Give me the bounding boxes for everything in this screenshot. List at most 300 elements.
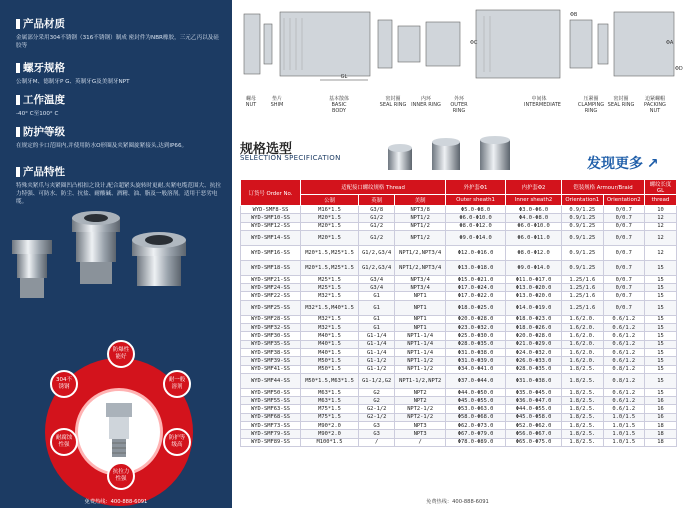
table-cell: 0.6/1.2 [603, 332, 644, 340]
table-cell: 15 [645, 357, 677, 365]
part-d: 密封圈 SEAL RING [379, 96, 407, 108]
header-row [241, 180, 677, 195]
table-cell: M75*1.5 [301, 405, 359, 413]
table-cell: G3/4 [359, 284, 395, 292]
table-cell: Φ24.0-Φ32.0 [506, 348, 562, 356]
table-cell: M20*1.5,M25*1.5 [301, 260, 359, 275]
table-cell: NPT2 [395, 388, 446, 396]
table-row [241, 340, 677, 348]
table-cell: G1 [359, 324, 395, 332]
table-row [241, 245, 677, 260]
table-cell: 1.8/2.5. [562, 373, 603, 388]
page-title: 规格选型 [240, 142, 293, 157]
table-cell: 15 [645, 388, 677, 396]
table-row [241, 388, 677, 396]
table-cell: NPT1-1/4 [395, 348, 446, 356]
table-cell: WYD-SMF10-SS [241, 214, 301, 222]
table-cell: WYD-SMF30-SS [241, 332, 301, 340]
table-cell: M32*1.5 [301, 324, 359, 332]
table-cell: WYD-SMF38-SS [241, 348, 301, 356]
table-cell: 15 [645, 292, 677, 300]
table-cell: Φ34.0-Φ41.0 [446, 365, 506, 373]
table-cell: Φ35.0-Φ45.0 [506, 388, 562, 396]
table-cell: 0.6/1.2 [603, 348, 644, 356]
table-cell: Φ53.0-Φ63.0 [446, 405, 506, 413]
table-cell: M32*1.5,M40*1.5 [301, 300, 359, 315]
table-cell: NPT3/8 [395, 206, 446, 214]
hotline-footer: 免费热线：400-888-6091 [426, 499, 489, 505]
table-cell: NPT1-1/4 [395, 332, 446, 340]
table-cell: Φ45.0-Φ58.0 [506, 413, 562, 421]
table-cell: WYD-SMF18-SS [241, 260, 301, 275]
table-cell: M90*2.0 [301, 422, 359, 430]
part-j: 迫紧螺帽 PACKING NUT [644, 96, 666, 114]
table-cell: NPT1 [395, 315, 446, 323]
table-row [241, 332, 677, 340]
table-cell: Φ9.0-Φ14.0 [506, 260, 562, 275]
section-text: 公制牙M、德制牙P G、英制牙G及美制牙NPT [16, 79, 130, 85]
hotline: 免费热线：400-888-6091 [84, 499, 148, 505]
table-cell: Φ31.0-Φ39.0 [446, 357, 506, 365]
table-cell: 18 [645, 422, 677, 430]
table-cell: WYD-SMF16-SS [241, 245, 301, 260]
table-cell: M25*1.5 [301, 284, 359, 292]
table-cell: Φ65.0-Φ75.0 [506, 438, 562, 446]
table-cell: G3/8 [359, 206, 395, 214]
table-cell: 0.9/1.25 [562, 206, 603, 214]
table-cell: 1.0/1.5 [603, 413, 644, 421]
part-g: 中间体 INTERMEDIATE [524, 96, 561, 108]
section-title: 产品特性 [23, 166, 65, 178]
table-cell: 0.6/1.2 [603, 397, 644, 405]
table-cell: G2 [359, 388, 395, 396]
table-cell: NPT1 [395, 324, 446, 332]
table-cell: Φ56.0-Φ67.0 [506, 430, 562, 438]
table-cell: NPT1/2,NPT3/4 [395, 260, 446, 275]
table-cell: 0.9/1.25 [562, 230, 603, 245]
table-cell: 16 [645, 413, 677, 421]
table-row [241, 422, 677, 430]
table-cell: Φ21.0-Φ29.0 [506, 340, 562, 348]
table-cell: 1.6/2.0. [562, 340, 603, 348]
table-cell: M63*1.5 [301, 388, 359, 396]
table-cell: WYD-SMF32-SS [241, 324, 301, 332]
table-cell: 1.8/2.5. [562, 388, 603, 396]
table-cell: Φ78.0-Φ89.0 [446, 438, 506, 446]
table-cell: Φ44.0-Φ50.0 [446, 388, 506, 396]
table-cell: Φ58.0-Φ68.0 [446, 413, 506, 421]
dim-phi-a: ΦA [666, 40, 674, 46]
table-cell: WYD-SMF39-SS [241, 357, 301, 365]
table-cell: 0/0.7 [603, 222, 644, 230]
col-inner-sub: Inner sheath2 [506, 195, 562, 206]
table-cell: NPT1-1/2 [395, 365, 446, 373]
table-cell: 15 [645, 284, 677, 292]
table-cell: Φ8.0-Φ12.0 [446, 222, 506, 230]
table-cell: 16 [645, 405, 677, 413]
table-cell: 1.0/1.5 [603, 438, 644, 446]
section-title: 防护等级 [23, 126, 65, 138]
table-cell: M40*1.5 [301, 340, 359, 348]
table-cell: G1-1/2,G2 [359, 373, 395, 388]
table-cell: WYD-SMF79-SS [241, 430, 301, 438]
table-cell: Φ18.0-Φ26.0 [506, 324, 562, 332]
feature-tensile-strength: 抗拉力性强 [107, 462, 135, 490]
table-row [241, 373, 677, 388]
table-cell: 0.6/1.2 [603, 388, 644, 396]
table-cell: M50*1.5,M63*1.5 [301, 373, 359, 388]
table-cell: NPT1/2 [395, 230, 446, 245]
table-cell: G1 [359, 315, 395, 323]
table-cell: WYD-SMF44-SS [241, 373, 301, 388]
thread-section [16, 60, 221, 86]
table-cell: NPT1/2,NPT3/4 [395, 245, 446, 260]
col-metric: 公制 [301, 195, 359, 206]
table-cell: Φ3.0-Φ6.0 [506, 206, 562, 214]
table-cell: M25*1.5 [301, 275, 359, 283]
table-cell: WYD-SMF14-SS [241, 230, 301, 245]
fittings-photo [380, 136, 570, 174]
table-cell: Φ20.0-Φ28.0 [446, 315, 506, 323]
table-cell: NPT1-1/2,NPT2 [395, 373, 446, 388]
discover-more-button[interactable]: 发现更多 ↗ [587, 156, 659, 172]
table-cell: 0/0.7 [603, 284, 644, 292]
table-cell: M32*1.5 [301, 292, 359, 300]
table-row [241, 300, 677, 315]
table-cell: 0.9/1.25 [562, 222, 603, 230]
table-row [241, 292, 677, 300]
part-b: 垫片 SHIM [270, 96, 284, 108]
table-cell: Φ14.0-Φ19.0 [506, 300, 562, 315]
dim-phi-b: ΦB [570, 12, 578, 18]
dim-gl: GL [340, 74, 348, 80]
table-cell: 1.8/2.5. [562, 422, 603, 430]
table-row [241, 397, 677, 405]
table-cell: G1/2 [359, 214, 395, 222]
subheader-row [241, 195, 677, 206]
table-cell: Φ31.0-Φ38.0 [506, 373, 562, 388]
col-orient1: Orientation1 [562, 195, 603, 206]
temperature-section [16, 92, 221, 118]
cable-gland-photo [0, 200, 232, 305]
table-cell: M16*1.5 [301, 206, 359, 214]
table-cell: Φ67.0-Φ79.0 [446, 430, 506, 438]
table-cell: G3/4 [359, 275, 395, 283]
table-cell: Φ17.0-Φ22.0 [446, 292, 506, 300]
table-cell: 15 [645, 324, 677, 332]
part-a: 螺母 NUT [245, 96, 257, 108]
section-text: 金属部分采用304不锈钢（316不锈钢）制成 密封件为NBR橡胶，三元乙丙以及硅胶等 [16, 35, 219, 49]
table-cell: Φ6.0-Φ11.0 [506, 230, 562, 245]
table-cell: G1/2,G3/4 [359, 245, 395, 260]
table-cell: G1 [359, 300, 395, 315]
table-cell: WYD-SMF55-SS [241, 397, 301, 405]
table-cell: Φ28.0-Φ35.0 [446, 340, 506, 348]
table-cell: 0.6/1.2 [603, 315, 644, 323]
col-thread: 适配接口螺纹规格 Thread [301, 180, 446, 195]
table-cell: M32*1.5 [301, 315, 359, 323]
table-cell: 1.25/1.6 [562, 300, 603, 315]
table-cell: 0/0.7 [603, 260, 644, 275]
section-title: 产品材质 [23, 18, 65, 30]
table-cell: M75*1.5 [301, 413, 359, 421]
table-cell: 18 [645, 438, 677, 446]
protection-section [16, 124, 221, 150]
table-cell: 0.6/1.2 [603, 405, 644, 413]
table-cell: Φ13.0-Φ18.0 [446, 260, 506, 275]
table-cell: 0/0.7 [603, 206, 644, 214]
table-cell: / [395, 438, 446, 446]
table-cell: 0/0.7 [603, 300, 644, 315]
table-cell: 0.6/1.2 [603, 324, 644, 332]
table-cell: WYD-SMF50-SS [241, 388, 301, 396]
table-cell: NPT3/4 [395, 275, 446, 283]
table-row [241, 222, 677, 230]
table-cell: 1.6/2.0. [562, 357, 603, 365]
part-h: 压紧圈 CLAMPING RING [577, 96, 605, 114]
table-cell: 12 [645, 214, 677, 222]
table-cell: NPT2-1/2 [395, 405, 446, 413]
table-cell: 1.8/2.5. [562, 430, 603, 438]
dim-phi-d: ΦD [675, 66, 683, 72]
table-cell: WYD-SMF22-SS [241, 292, 301, 300]
table-cell: 1.0/1.5 [603, 430, 644, 438]
col-american: 美制 [395, 195, 446, 206]
part-f: 外环 OUTER RING [450, 96, 468, 114]
table-cell: Φ45.0-Φ55.0 [446, 397, 506, 405]
table-cell: 1.8/2.5. [562, 413, 603, 421]
table-cell: WYD-SMF24-SS [241, 284, 301, 292]
table-cell: Φ13.0-Φ20.0 [506, 292, 562, 300]
table-cell: 1.8/2.5. [562, 438, 603, 446]
feature-solvent-resistant: 耐一般溶剂 [163, 370, 191, 398]
table-cell: 0/0.7 [603, 275, 644, 283]
table-cell: 1.25/1.6 [562, 292, 603, 300]
table-cell: WYD-SMF89-SS [241, 438, 301, 446]
col-thread-sub: thread [645, 195, 677, 206]
table-row [241, 260, 677, 275]
table-cell: Φ26.0-Φ33.0 [506, 357, 562, 365]
table-cell: Φ44.0-Φ55.0 [506, 405, 562, 413]
table-cell: WYD-SMF21-SS [241, 275, 301, 283]
table-cell: 1.6/2.0. [562, 332, 603, 340]
dim-phi-c: ΦC [470, 40, 478, 46]
feature-protection-level: 防护等级高 [163, 428, 191, 456]
table-cell: 12 [645, 230, 677, 245]
spec-table-body [241, 206, 677, 447]
table-cell: 0.9/1.25 [562, 260, 603, 275]
table-cell: Φ17.0-Φ24.0 [446, 284, 506, 292]
table-cell: WYD-SMF12-SS [241, 222, 301, 230]
table-cell: Φ37.0-Φ44.0 [446, 373, 506, 388]
table-cell: 0.8/1.2 [603, 373, 644, 388]
table-cell: Φ6.0-Φ10.0 [506, 222, 562, 230]
table-row [241, 284, 677, 292]
table-cell: G2-1/2 [359, 413, 395, 421]
table-cell: 10 [645, 206, 677, 214]
table-cell: 15 [645, 315, 677, 323]
table-cell: 0/0.7 [603, 292, 644, 300]
table-cell: M40*1.5 [301, 348, 359, 356]
table-cell: WYD-SMF68-SS [241, 413, 301, 421]
table-cell: 15 [645, 260, 677, 275]
table-row [241, 365, 677, 373]
table-cell: G1-1/2 [359, 365, 395, 373]
table-row [241, 275, 677, 283]
table-cell: 12 [645, 245, 677, 260]
table-cell: G2-1/2 [359, 405, 395, 413]
part-c: 基本散体 BASIC BODY [328, 96, 349, 114]
table-cell: G3 [359, 430, 395, 438]
table-cell: NPT2 [395, 397, 446, 405]
table-cell: M63*1.5 [301, 397, 359, 405]
table-cell: 1.8/2.5. [562, 405, 603, 413]
table-row [241, 430, 677, 438]
table-cell: 15 [645, 365, 677, 373]
col-order-no: 订货号 Order No. [241, 180, 301, 206]
table-cell: Φ8.0-Φ12.0 [506, 245, 562, 260]
table-cell: M20*1.5 [301, 222, 359, 230]
table-cell: G1-1/4 [359, 340, 395, 348]
table-cell: NPT3 [395, 430, 446, 438]
section-title: 工作温度 [23, 94, 65, 106]
col-orient2: Orientation2 [603, 195, 644, 206]
spec-table [240, 179, 677, 447]
arrow-icon: ↗ [646, 156, 659, 172]
table-cell: NPT1/2 [395, 222, 446, 230]
table-cell: WYD-SMF41-SS [241, 365, 301, 373]
table-cell: Φ31.0-Φ38.0 [446, 348, 506, 356]
section-title: 螺牙规格 [23, 62, 65, 74]
table-cell: 15 [645, 275, 677, 283]
table-cell: 1.25/1.6 [562, 284, 603, 292]
table-row [241, 214, 677, 222]
part-e: 内环 INNER RING [411, 96, 441, 108]
table-cell: NPT3/4 [395, 284, 446, 292]
col-outer-sub: Outer sheath1 [446, 195, 506, 206]
gland-icon [78, 391, 160, 473]
section-text: -40° C至100° C [16, 111, 59, 117]
table-row [241, 438, 677, 446]
table-cell: M20*1.5 [301, 230, 359, 245]
table-cell: NPT1 [395, 292, 446, 300]
table-cell: 0.9/1.25 [562, 245, 603, 260]
table-cell: 15 [645, 332, 677, 340]
table-cell: NPT2-1/2 [395, 413, 446, 421]
table-cell: 16 [645, 397, 677, 405]
table-cell: Φ4.0-Φ8.0 [506, 214, 562, 222]
table-row [241, 413, 677, 421]
material-section [16, 16, 221, 50]
table-cell: M40*1.5 [301, 332, 359, 340]
col-inner-sheath: 内护套Φ2 [506, 180, 562, 195]
feature-stainless-steel: 304不锈钢 [50, 370, 78, 398]
table-cell: WYD-SMF73-SS [241, 422, 301, 430]
table-cell: NPT1/2 [395, 214, 446, 222]
table-cell: 0/0.7 [603, 245, 644, 260]
table-cell: NPT3 [395, 422, 446, 430]
table-cell: 1.8/2.5. [562, 365, 603, 373]
table-cell: Φ36.0-Φ47.0 [506, 397, 562, 405]
table-cell: NPT1-1/4 [395, 340, 446, 348]
table-cell: 15 [645, 348, 677, 356]
table-cell: G3 [359, 422, 395, 430]
table-cell: WYD-SMF8-SS [241, 206, 301, 214]
feature-corrosion-resistant: 耐腐蚀性强 [50, 428, 78, 456]
table-row [241, 357, 677, 365]
table-cell: Φ28.0-Φ35.0 [506, 365, 562, 373]
table-cell: Φ62.0-Φ73.0 [446, 422, 506, 430]
table-cell: G1-1/4 [359, 332, 395, 340]
table-cell: 0.9/1.25 [562, 214, 603, 222]
table-cell: 15 [645, 340, 677, 348]
table-cell: 0.6/1.2 [603, 357, 644, 365]
table-cell: 15 [645, 300, 677, 315]
section-text: 在规定的卡口范围内,并使用防水O形圈及夹紧圈旋紧接头,达到IP66。 [16, 143, 188, 149]
page-subtitle: SELECTION SPECIFICATION [240, 154, 341, 162]
table-cell: NPT1-1/2 [395, 357, 446, 365]
table-cell: 1.6/2.0. [562, 348, 603, 356]
table-cell: 12 [645, 222, 677, 230]
table-cell: M90*2.0 [301, 430, 359, 438]
col-imperial: 英制 [359, 195, 395, 206]
table-cell: M20*1.5,M25*1.5 [301, 245, 359, 260]
table-row [241, 405, 677, 413]
table-cell: Φ18.0-Φ25.0 [446, 300, 506, 315]
table-cell: Φ52.0-Φ62.0 [506, 422, 562, 430]
table-cell: WYD-SMF63-SS [241, 405, 301, 413]
table-cell: Φ5.0-Φ8.0 [446, 206, 506, 214]
table-cell: WYD-SMF25-SS [241, 300, 301, 315]
table-cell: G1/2 [359, 222, 395, 230]
table-row [241, 206, 677, 214]
table-cell: Φ15.0-Φ21.0 [446, 275, 506, 283]
table-cell: 1.6/2.0. [562, 315, 603, 323]
table-cell: Φ23.0-Φ32.0 [446, 324, 506, 332]
section-text: 特殊夹紧爪与夹紧圈凹凸相扣之设计,配合超紧头旋转时更耐,夹紧电缆范围大、抗拉力特强、可防水、防尘、抗盐、耐酸碱、酒精、油、脂及一般溶剂。适用于恶劣电缆。 [16, 183, 221, 205]
table-cell: Φ9.0-Φ14.0 [446, 230, 506, 245]
table-cell: 0.8/1.2 [603, 365, 644, 373]
part-i: 密封圈 SEAL RING [607, 96, 635, 108]
right-panel [232, 0, 683, 508]
table-cell: G1-1/2 [359, 357, 395, 365]
table-cell: G1/2,G3/4 [359, 260, 395, 275]
table-row [241, 324, 677, 332]
table-cell: G1-1/4 [359, 348, 395, 356]
table-cell: 1.6/2.0. [562, 324, 603, 332]
table-cell: Φ20.0-Φ28.0 [506, 332, 562, 340]
table-cell: Φ13.0-Φ20.0 [506, 284, 562, 292]
table-cell: M20*1.5 [301, 214, 359, 222]
table-row [241, 348, 677, 356]
table-cell: G2 [359, 397, 395, 405]
table-cell: Φ12.0-Φ16.0 [446, 245, 506, 260]
table-cell: G1 [359, 292, 395, 300]
table-cell: 1.0/1.5 [603, 422, 644, 430]
table-cell: G1/2 [359, 230, 395, 245]
table-cell: 0/0.7 [603, 214, 644, 222]
table-cell: 0/0.7 [603, 230, 644, 245]
table-cell: Φ6.0-Φ10.0 [446, 214, 506, 222]
table-cell: NPT1 [395, 300, 446, 315]
table-cell: Φ18.0-Φ23.0 [506, 315, 562, 323]
table-cell: / [359, 438, 395, 446]
table-row [241, 315, 677, 323]
table-cell: 15 [645, 373, 677, 388]
table-cell: 1.8/2.5. [562, 397, 603, 405]
table-cell: 18 [645, 430, 677, 438]
table-cell: 1.25/1.6 [562, 275, 603, 283]
